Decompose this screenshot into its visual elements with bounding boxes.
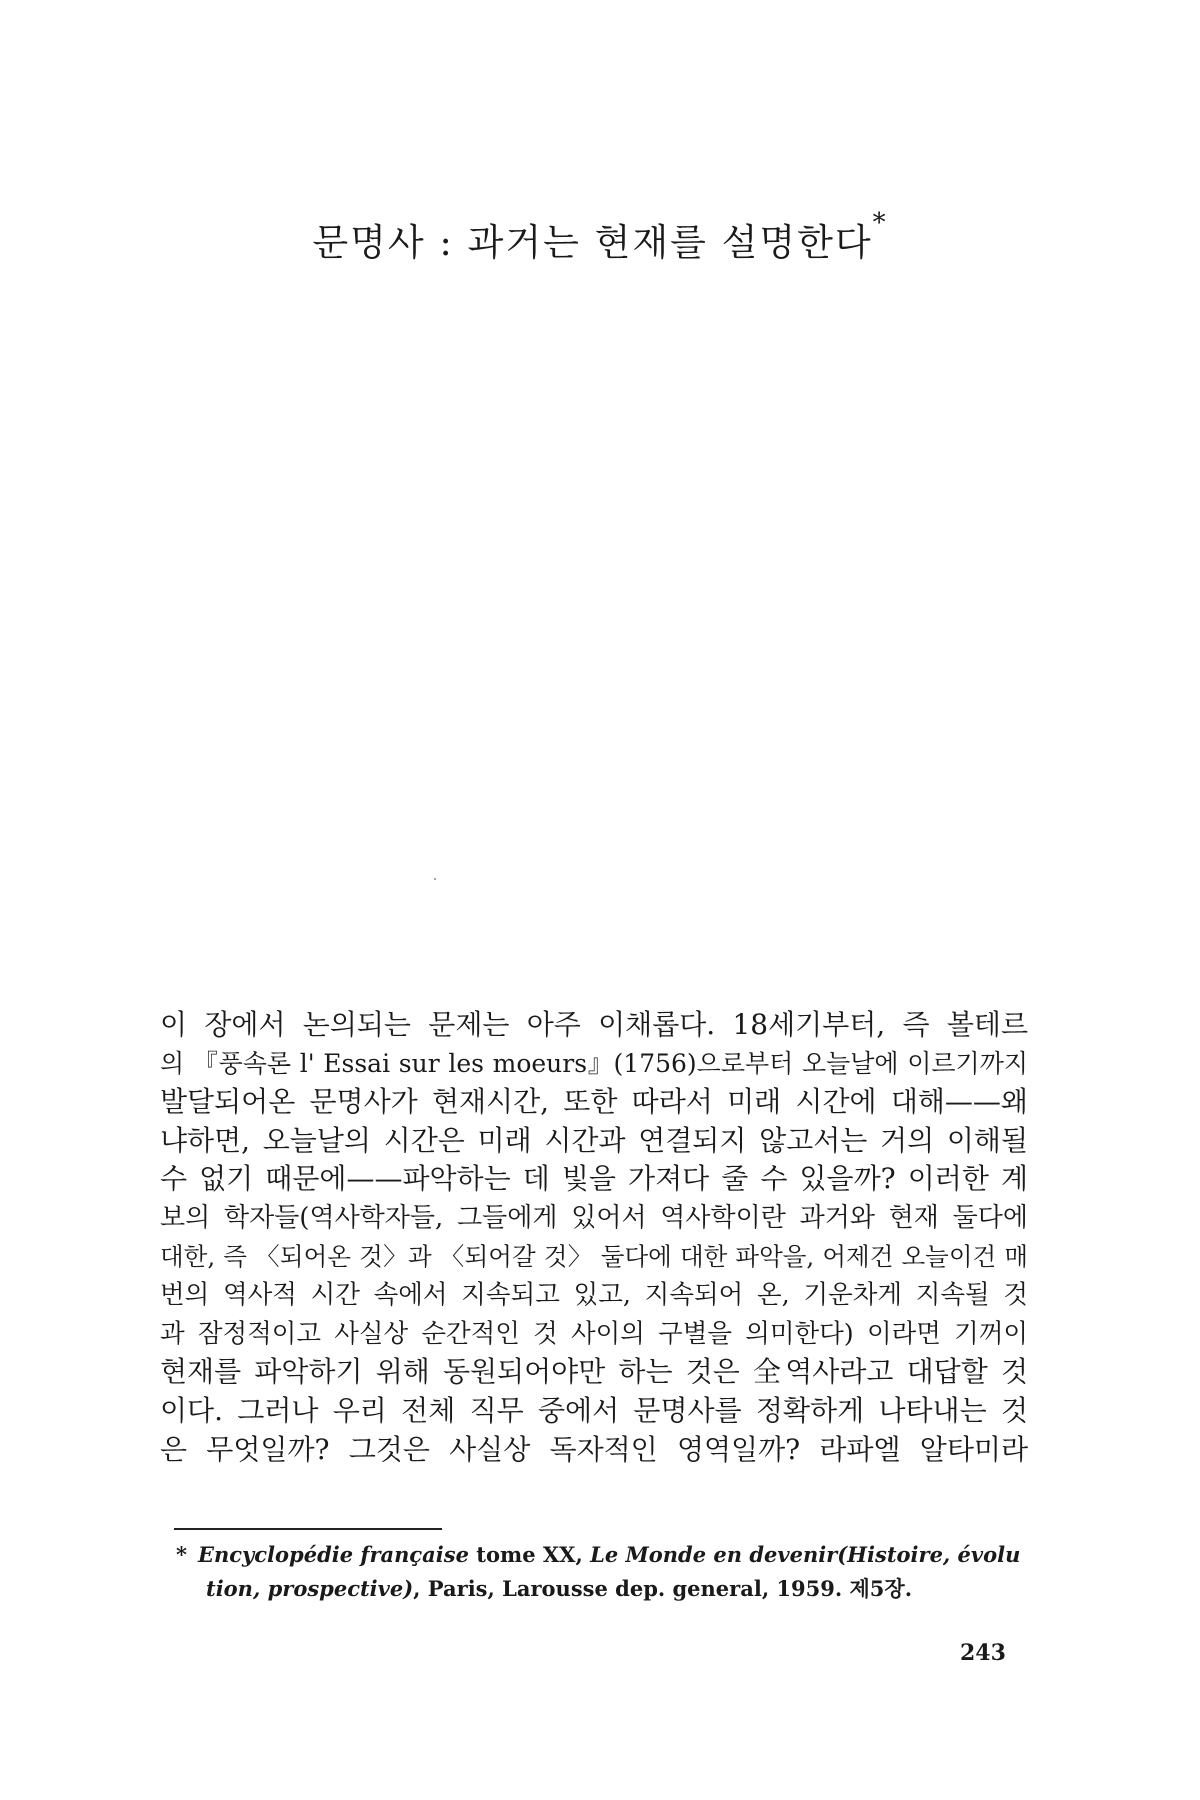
footnote-subtitle-part-1: Le Monde en devenir(Histoire, évolu <box>590 1542 1021 1567</box>
body-paragraph <box>160 1006 1028 1469</box>
body-line: 번의 역사적 시간 속에서 지속되고 있고, 지속되어 온, 기운차게 지속될 것 <box>160 1280 1028 1311</box>
footnote-line-1 <box>198 1538 1021 1572</box>
body-line: 현재를 파악하기 위해 동원되어야만 하는 것은 全역사라고 대답할 것 <box>160 1355 1028 1389</box>
print-speck <box>434 878 436 880</box>
body-line: 보의 학자들(역사학자들, 그들에게 있어서 역사학이란 과거와 현재 둘다에 <box>160 1202 1028 1233</box>
footnote-divider <box>174 1528 442 1530</box>
footnote-subtitle-part-2: tion, prospective) <box>206 1576 414 1601</box>
footnote-volume: tome XX, <box>468 1542 591 1567</box>
footnote-line-2 <box>198 1572 998 1606</box>
page-number: 243 <box>960 1640 1006 1666</box>
body-line: 냐하면, 오늘날의 시간은 미래 시간과 연결되지 않고서는 거의 이해될 <box>160 1123 1028 1157</box>
footnote-work-title: Encyclopédie française <box>198 1542 469 1567</box>
body-line: 수 없기 때문에——파악하는 데 빛을 가져다 줄 수 있을까? 이러한 계 <box>160 1162 1028 1196</box>
body-line: 이다. 그러나 우리 전체 직무 중에서 문명사를 정확하게 나타내는 것 <box>160 1393 1028 1427</box>
footnote-star: * <box>176 1542 187 1567</box>
footnote-publication: , Paris, Larousse dep. general, 1959. 제5장. <box>413 1576 913 1601</box>
body-line: 과 잠정적이고 사실상 순간적인 것 사이의 구별을 의미한다) 이라면 기꺼이 <box>160 1318 1028 1349</box>
body-line: 발달되어온 문명사가 현재시간, 또한 따라서 미래 시간에 대해——왜 <box>160 1085 1028 1119</box>
body-line: 이 장에서 논의되는 문제는 아주 이채롭다. 18세기부터, 즉 볼테르 <box>160 1008 1028 1041</box>
footnote-reference-mark: * <box>872 208 888 238</box>
chapter-title <box>0 208 1200 266</box>
chapter-title-text: 문명사 : 과거는 현재를 설명한다 <box>312 221 873 264</box>
body-line: 은 무엇일까? 그것은 사실상 독자적인 영역일까? 라파엘 알타미라 <box>160 1432 1028 1466</box>
footnote <box>176 1538 1021 1606</box>
body-line: 의 『풍속론 l' Essai sur les moeurs』(1756)으로부터 오늘날에 이르기까지 <box>160 1048 1028 1078</box>
body-line: 대한, 즉 〈되어온 것〉과 〈되어갈 것〉 둘다에 대한 파악을, 어제건 오늘이건 매 <box>160 1241 1028 1271</box>
